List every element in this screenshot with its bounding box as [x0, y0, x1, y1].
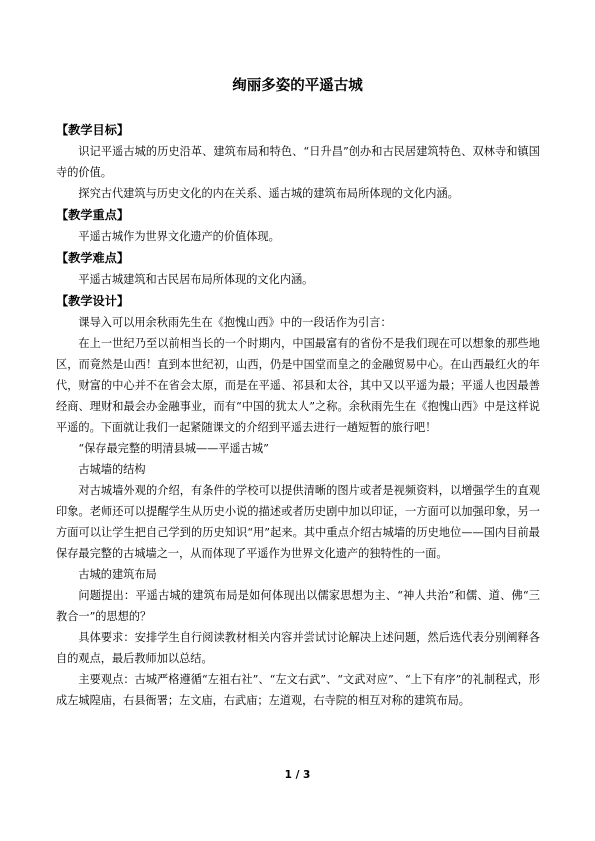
section-heading-objectives: 【教学目标】 [56, 123, 130, 137]
layout-main-view: 主要观点：古城严格遵循“左祖右社”、“左文右武”、“文武对应”、“上下有序”的礼制程式，形成左城隍庙，右县衙署；左文庙，右武庙；左道观，右寺院的相互对称的建筑布局。 [56, 673, 540, 707]
section-heading-difficulties: 【教学难点】 [56, 251, 130, 265]
section-heading-design: 【教学设计】 [56, 294, 130, 308]
wall-structure-paragraph: 对古城墙外观的介绍，有条件的学校可以提供清晰的图片或者是视频资料，以增强学生的直观印象。老师还可以提醒学生从历史小说的描述或者历史剧中加以印证，一方面可以加强印象，另一方面可以让学生把自己学到的历史知识“用”起来。其中重点介绍古城墙的历史地位——国内目前最保存最完整的古城墙之一，从而体现了平遥作为世界文化遗产的独特性的一面。 [56, 484, 540, 560]
design-subtitle: “保存最完整的明清县城——平遥古城” [78, 442, 269, 455]
wall-structure-title: 古城墙的结构 [78, 463, 146, 476]
design-quote-paragraph: 在上一世纪乃至以前相当长的一个时期内，中国最富有的省份不是我们现在可以想象的那些地区，而竟然是山西！直到本世纪初，山西，仍是中国堂而皇之的金融贸易中心。在山西最红火的年代，财富的中心并不在省会太原，而是在平遥、祁县和太谷，其中又以平遥为最；平遥人也因最善经商、理财和最会办金融事业，而有“中国的犹太人”之称。余秋雨先生在《抱愧山西》中是这样说平遥的。下面就让我们一起紧随课文的介绍到平遥去进行一趟短暂的旅行吧！ [56, 337, 540, 434]
layout-requirement: 具体要求：安排学生自行阅读教材相关内容并尝试讨论解决上述问题，然后选代表分别阐释各自的观点，最后教师加以总结。 [56, 631, 540, 665]
section-heading-key-points: 【教学重点】 [56, 208, 130, 222]
page-number: 1 / 3 [284, 769, 311, 781]
objectives-paragraph-1: 识记平遥古城的历史沿革、建筑布局和特色、“日升昌”创办和古民居建筑特色、双林寺和镇国寺的价值。 [56, 145, 540, 179]
document-body [56, 119, 540, 711]
document-title: 绚丽多姿的平遥古城 [232, 78, 363, 94]
objectives-paragraph-2: 探究古代建筑与历史文化的内在关系、遥古城的建筑布局所体现的文化内涵。 [78, 187, 459, 200]
difficulties-paragraph: 平遥古城建筑和古民居布局所体现的文化内涵。 [78, 273, 314, 286]
layout-question: 问题提出：平遥古城的建筑布局是如何体现出以儒家思想为主、“神人共治”和儒、道、佛“三教合一”的思想的？ [56, 589, 540, 623]
layout-title: 古城的建筑布局 [78, 568, 157, 581]
design-intro: 课导入可以用余秋雨先生在《抱愧山西》中的一段话作为引言： [78, 316, 392, 329]
key-points-paragraph: 平遥古城作为世界文化遗产的价值体现。 [78, 230, 280, 243]
